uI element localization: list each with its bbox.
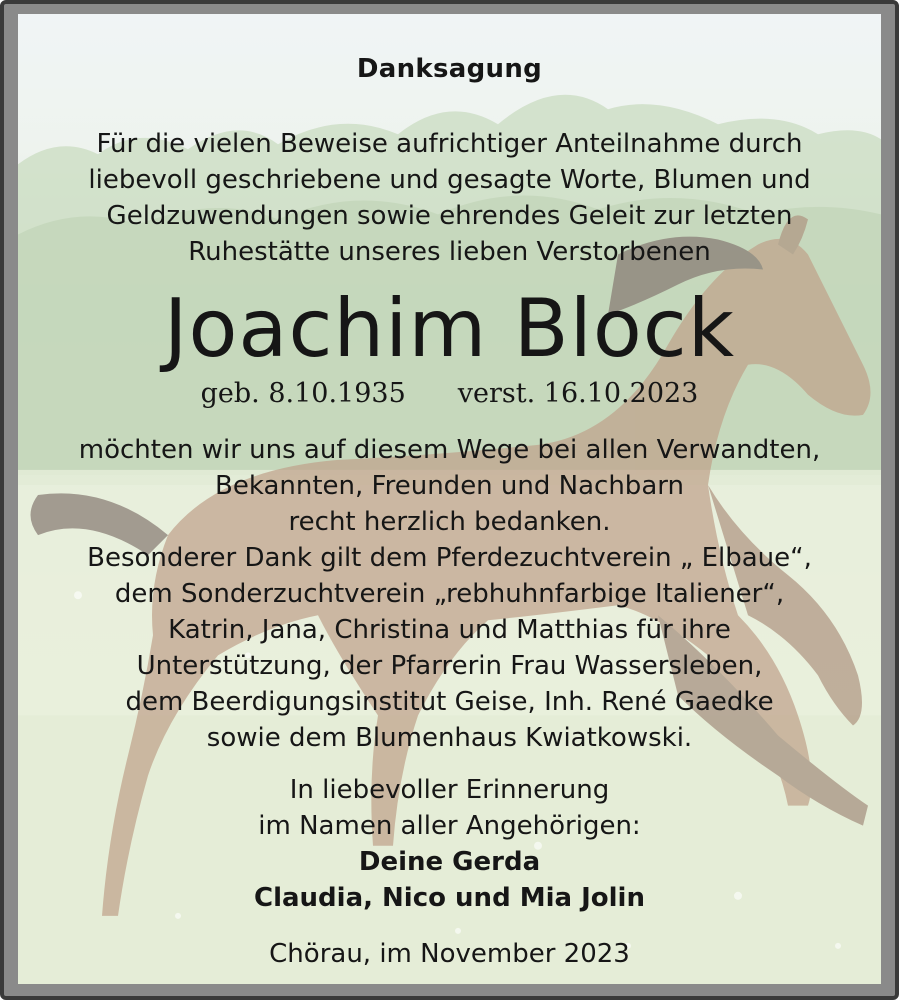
intro-line: Geldzuwendungen sowie ehrendes Geleit zur letzten xyxy=(106,201,793,231)
thanks-line: dem Beerdigungsinstitut Geise, Inh. René Gaedke xyxy=(125,687,774,717)
heading: Danksagung xyxy=(356,54,543,84)
closing-line: In liebevoller Erinnerung xyxy=(289,775,610,805)
deceased-name: Joachim Block xyxy=(163,282,736,375)
thanks-line: Unterstützung, der Pfarrerin Frau Wassersleben, xyxy=(136,651,763,681)
intro-paragraph xyxy=(18,126,881,270)
closing-line: im Namen aller Angehörigen: xyxy=(258,811,641,841)
life-dates xyxy=(18,374,881,414)
death-date: verst. 16.10.2023 xyxy=(457,378,699,409)
intro-line: Für die vielen Beweise aufrichtiger Anteilnahme durch xyxy=(96,129,803,159)
closing-paragraph xyxy=(18,772,881,916)
thanks-line: Besonderer Dank gilt dem Pferdezuchtverein „ Elbaue“, xyxy=(87,543,812,573)
thanks-line: Bekannten, Freunden und Nachbarn xyxy=(215,471,684,501)
intro-line: liebevoll geschriebene und gesagte Worte, Blumen und xyxy=(88,165,811,195)
thanks-line: sowie dem Blumenhaus Kwiatkowski. xyxy=(206,723,693,753)
intro-line: Ruhestätte unseres lieben Verstorbenen xyxy=(188,237,711,267)
place-and-date: Chörau, im November 2023 xyxy=(269,939,630,969)
thanks-line: möchten wir uns auf diesem Wege bei allen Verwandten, xyxy=(78,435,821,465)
signature-line: Deine Gerda xyxy=(358,847,541,877)
thanks-line: Katrin, Jana, Christina und Matthias für ihre xyxy=(168,615,731,645)
thanks-paragraph xyxy=(18,432,881,756)
thanks-line: recht herzlich bedanken. xyxy=(288,507,611,537)
thanks-line: dem Sonderzuchtverein „rebhuhnfarbige Italiener“, xyxy=(114,579,785,609)
signature-line: Claudia, Nico und Mia Jolin xyxy=(254,883,645,913)
birth-date: geb. 8.10.1935 xyxy=(200,378,406,409)
card-inner xyxy=(18,14,881,984)
